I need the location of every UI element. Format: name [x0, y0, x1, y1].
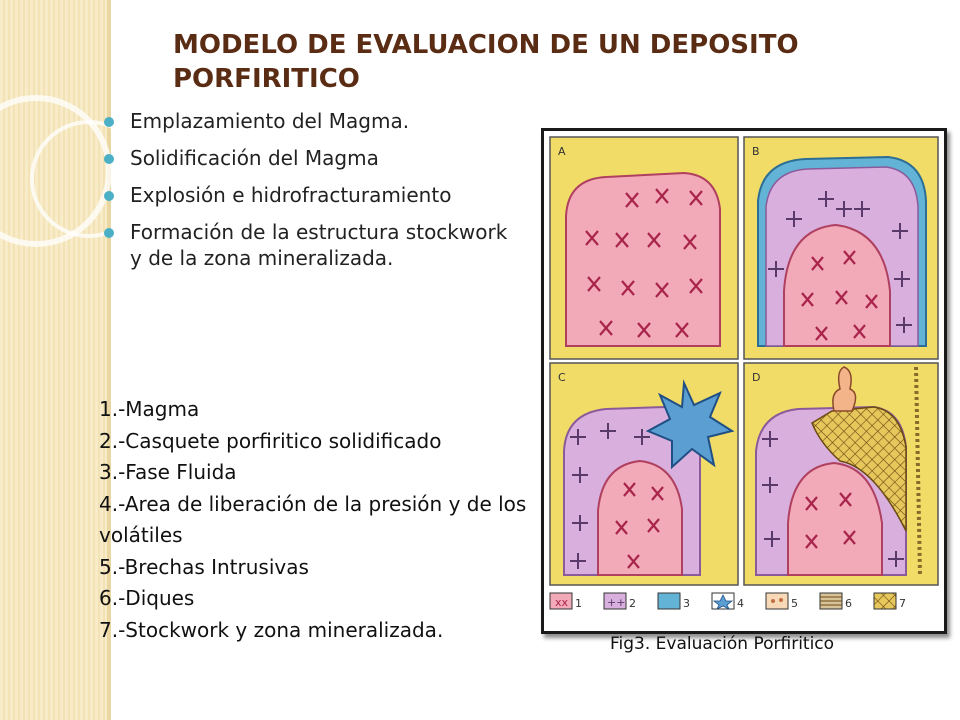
bullet-dot-icon [104, 154, 114, 164]
svg-text:++: ++ [607, 596, 626, 609]
panel-d-label: D [752, 371, 761, 384]
legend-item: 3.-Fase Fluida [99, 460, 237, 484]
panel-c [550, 363, 738, 585]
key-number: 6 [845, 597, 852, 610]
legend-list [99, 394, 549, 646]
bullet-item [100, 108, 520, 134]
figure-drawing [544, 131, 944, 631]
panel-d [744, 363, 938, 585]
bullet-item [100, 219, 520, 271]
key-number: 5 [791, 597, 798, 610]
figure-caption: Fig3. Evaluación Porfiritico [610, 634, 835, 654]
legend-item: 6.-Diques [99, 586, 195, 610]
bullet-dot-icon [104, 117, 114, 127]
panel-b [744, 137, 938, 359]
bullet-dot-icon [104, 228, 114, 238]
panel-b-label: B [752, 145, 760, 158]
legend-item: 2.-Casquete porfiritico solidificado [99, 428, 442, 453]
panel-a-label: A [558, 145, 566, 158]
key-number: 4 [737, 597, 744, 610]
key-number: 1 [575, 597, 582, 610]
key-number: 2 [629, 597, 636, 610]
geologic-figure [541, 128, 947, 634]
legend-item: 7.-Stockwork y zona mineralizada. [99, 617, 444, 642]
bullet-text: Explosión e hidrofracturamiento [130, 183, 452, 207]
bullet-text: Formación de la estructura stockwork y de la zona mineralizada. [130, 220, 508, 270]
panel-c-label: C [558, 371, 566, 384]
legend-item: 5.-Brechas Intrusivas [99, 554, 309, 579]
key-number: 7 [899, 597, 906, 610]
legend-item: 1.-Magma [99, 397, 200, 421]
bullet-dot-icon [104, 191, 114, 201]
panel-a [550, 137, 738, 359]
slide-title: MODELO DE EVALUACION DE UN DEPOSITO PORFIRITICO [173, 30, 799, 94]
svg-text:xx: xx [555, 596, 569, 609]
bullet-item [100, 145, 520, 171]
key-number: 3 [683, 597, 690, 610]
legend-item: 4.-Area de liberación de la presión y de los volátiles [99, 491, 527, 547]
bullet-text: Solidificación del Magma [130, 146, 379, 170]
bullet-text: Emplazamiento del Magma. [130, 109, 410, 133]
bullet-list [100, 108, 520, 282]
bullet-item [100, 182, 520, 208]
